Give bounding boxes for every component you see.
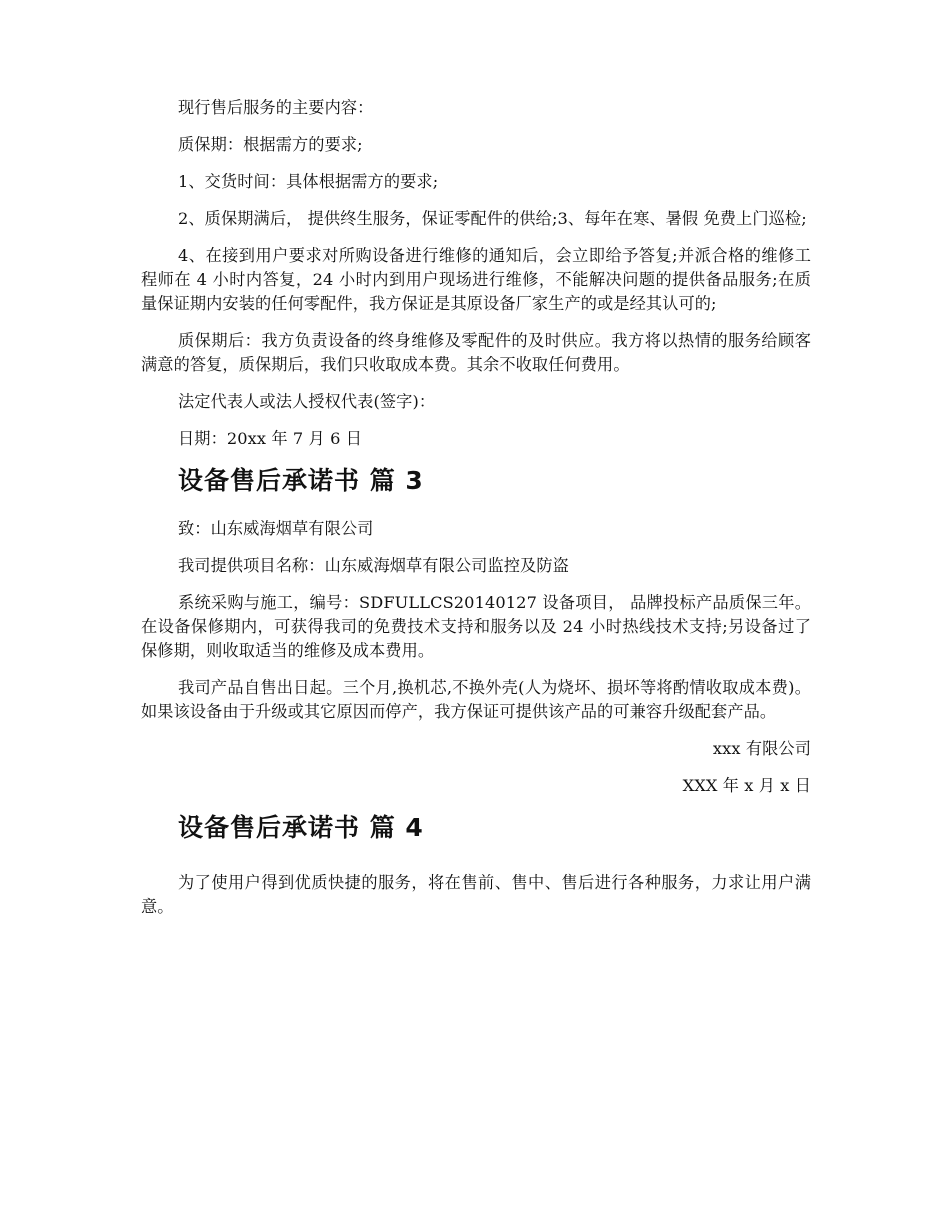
service-intro-paragraph: 现行售后服务的主要内容： bbox=[178, 98, 374, 117]
section-4-title: 设备售后承诺书 篇 4 bbox=[178, 813, 424, 842]
lifetime-service-paragraph: 2、质保期满后， 提供终生服务，保证零配件的供给;3、每年在寒、暑假 免费上门巡检; bbox=[178, 209, 807, 228]
company-signature: xxx 有限公司 bbox=[712, 739, 811, 758]
signature-date: XXX 年 x 月 x 日 bbox=[682, 776, 811, 795]
recipient-line: 致：山东威海烟草有限公司 bbox=[178, 519, 374, 538]
date-line: 日期：20xx 年 7 月 6 日 bbox=[178, 429, 363, 448]
warranty-paragraph: 质保期：根据需方的要求; bbox=[178, 135, 363, 154]
project-name-paragraph: 我司提供项目名称：山东威海烟草有限公司监控及防盗 bbox=[178, 556, 569, 575]
service-goal-paragraph: 为了使用户得到优质快捷的服务，将在售前、售中、售后进行各种服务，力求让用户满意。 bbox=[141, 873, 811, 916]
after-warranty-paragraph: 质保期后：我方负责设备的终身维修及零配件的及时供应。我方将以热情的服务给顾客满意的答复，质保期后，我们只收取成本费。其余不收取任何费用。 bbox=[141, 331, 811, 374]
signature-line: 法定代表人或法人授权代表(签字)： bbox=[178, 392, 436, 411]
system-procurement-paragraph: 系统采购与施工，编号：SDFULLCS20140127 设备项目， 品牌投标产品质保三年。在设备保修期内，可获得我司的免费技术支持和服务以及 24 小时热线技术支持;另设备过了保修期，则收取适当的维修及成本费用。 bbox=[141, 593, 811, 660]
section-3-title: 设备售后承诺书 篇 3 bbox=[178, 466, 424, 495]
repair-response-paragraph: 4、在接到用户要求对所购设备进行维修的通知后，会立即给予答复;并派合格的维修工程师在 4 小时内答复，24 小时内到用户现场进行维修，不能解决问题的提供备品服务;在质量保证期内安装的任何零配件，我方保证是其原设备厂家生产的或是经其认可的; bbox=[141, 246, 811, 313]
delivery-time-paragraph: 1、交货时间：具体根据需方的要求; bbox=[178, 172, 439, 191]
product-warranty-paragraph: 我司产品自售出日起。三个月,换机芯,不换外壳(人为烧坏、损坏等将酌情收取成本费)。如果该设备由于升级或其它原因而停产，我方保证可提供该产品的可兼容升级配套产品。 bbox=[141, 678, 811, 721]
document-content bbox=[141, 96, 811, 932]
